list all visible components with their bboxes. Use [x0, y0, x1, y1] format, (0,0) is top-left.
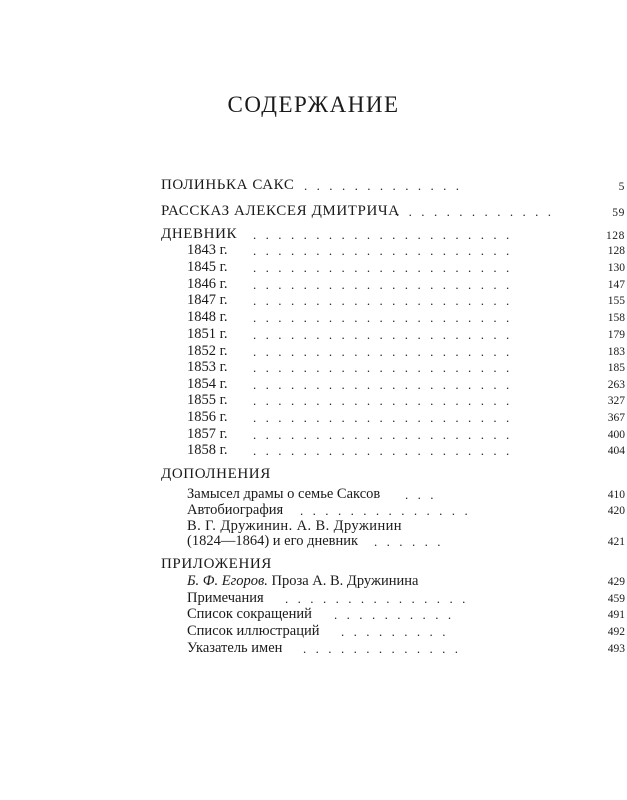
dot-leader: .....................: [253, 360, 519, 375]
toc-section-title: ПРИЛОЖЕНИЯ: [161, 556, 272, 572]
toc-entry-egorov: [161, 573, 625, 590]
dot-leader: .....................: [253, 344, 519, 359]
toc-page-number: 183: [607, 346, 625, 358]
toc-entry-druzhinin-line2: [161, 533, 625, 550]
toc-entry-year: [161, 409, 625, 426]
toc-entry-primechaniya: [161, 590, 625, 607]
toc-entry-title: 1845 г.: [187, 259, 228, 275]
dot-leader: .....................: [253, 310, 519, 325]
toc-entry-year: [161, 326, 625, 343]
toc-page-number: 459: [607, 593, 625, 605]
toc-page-number: 493: [607, 643, 625, 655]
toc-entry-title: ПОЛИНЬКА САКС: [161, 177, 295, 193]
dot-leader: ......: [374, 534, 450, 549]
toc-page-number: 400: [607, 429, 625, 441]
toc-entry-rasskaz: [161, 203, 625, 220]
toc-entry-year: [161, 442, 625, 459]
toc-entry-title: Проза А. В. Дружинина: [271, 573, 419, 589]
toc-entry-title: Список сокращений: [187, 606, 312, 622]
toc-page-number: 327: [607, 395, 625, 407]
toc-entry-title: РАССКАЗ АЛЕКСЕЯ ДМИТРИЧА: [161, 203, 400, 219]
toc-entry-illyustratsii: [161, 623, 625, 640]
toc-entry-title: 1854 г.: [187, 376, 228, 392]
toc-entry-year: [161, 376, 625, 393]
toc-entry-title: 1846 г.: [187, 276, 228, 292]
dot-leader: .....................: [253, 327, 519, 342]
toc-page-number: 128: [607, 245, 625, 257]
toc-page-number: 367: [607, 412, 625, 424]
toc-page-number: 421: [607, 536, 625, 548]
toc-entry-title: Автобиография: [187, 502, 284, 518]
dot-leader: .....................: [253, 443, 519, 458]
dot-leader: .....................: [253, 227, 519, 242]
dot-leader: ..............: [300, 503, 478, 518]
dot-leader: .....................: [253, 410, 519, 425]
dot-leader: .....................: [253, 243, 519, 258]
toc-entry-title: 1853 г.: [187, 359, 228, 375]
toc-entry-title: Указатель имен: [187, 640, 283, 656]
toc-page-number: 59: [612, 207, 625, 219]
toc-entry-title: Примечания: [187, 590, 264, 606]
toc-page-number: 155: [607, 295, 625, 307]
toc-entry-year: [161, 343, 625, 360]
toc-page-number: 410: [607, 489, 625, 501]
toc-entry-title: 1858 г.: [187, 442, 228, 458]
toc-entry-title: Замысел драмы о семье Саксов: [187, 486, 381, 502]
dot-leader: ...............: [285, 591, 475, 606]
toc-page-number: 263: [607, 379, 625, 391]
dot-leader: .........: [341, 624, 455, 639]
toc-entry-zamysel: [161, 486, 625, 503]
toc-section-dopolneniya: [161, 466, 464, 483]
page-title: СОДЕРЖАНИЕ: [227, 92, 400, 117]
toc-page-number: 404: [607, 445, 625, 457]
toc-entry-title: 1857 г.: [187, 426, 228, 442]
toc-entry-year: [161, 392, 625, 409]
toc-entry-title: 1843 г.: [187, 242, 228, 258]
toc-entry-sokrashcheniya: [161, 606, 625, 623]
toc-entry-title: В. Г. Дружинин. А. В. Дружинин: [187, 518, 402, 534]
toc-page-number: 491: [607, 609, 625, 621]
dot-leader: ..........: [334, 607, 461, 622]
toc-entry-title: 1852 г.: [187, 343, 228, 359]
toc-section-title: ДОПОЛНЕНИЯ: [161, 466, 271, 482]
toc-entry-title: 1856 г.: [187, 409, 228, 425]
toc-page-number: 420: [607, 505, 625, 517]
toc-entry-year: [161, 292, 625, 309]
toc-entry-autobiography: [161, 502, 625, 519]
toc-page-number: 147: [607, 279, 625, 291]
dot-leader: ...: [405, 487, 443, 502]
toc-entry-title: 1855 г.: [187, 392, 228, 408]
toc-entry-title: 1847 г.: [187, 292, 228, 308]
dot-leader: .....................: [253, 427, 519, 442]
toc-page-number: 179: [607, 329, 625, 341]
toc-entry-polinka-saks: [161, 177, 625, 194]
toc-entry-year: [161, 359, 625, 376]
toc-section-prilozheniya: [161, 556, 464, 573]
toc-page-number: 5: [618, 181, 625, 193]
toc-page-number: 130: [607, 262, 625, 274]
dot-leader: .....................: [253, 277, 519, 292]
dot-leader: .....................: [253, 393, 519, 408]
toc-entry-title: (1824—1864) и его дневник: [187, 533, 359, 549]
toc-entry-ukazatel: [161, 640, 625, 657]
toc-page-number: 158: [607, 312, 625, 324]
toc-entry-year: [161, 276, 625, 293]
toc-entry-title: 1851 г.: [187, 326, 228, 342]
toc-entry-author: Б. Ф. Егоров.: [187, 573, 268, 589]
toc-entry-year: [161, 259, 625, 276]
toc-entry-year: [161, 242, 625, 259]
toc-page-number: 128: [605, 230, 625, 242]
toc-entry-title: Список иллюстраций: [187, 623, 320, 639]
toc-entry-title: 1848 г.: [187, 309, 228, 325]
toc-page-number: 185: [607, 362, 625, 374]
toc-page-number: 429: [607, 576, 625, 588]
toc-entry-title: ДНЕВНИК: [161, 226, 238, 242]
dot-leader: .............: [304, 178, 469, 193]
toc-entry-year: [161, 426, 625, 443]
dot-leader: .............: [396, 204, 561, 219]
dot-leader: .....................: [253, 377, 519, 392]
toc-entry-dnevnik: [161, 226, 625, 243]
dot-leader: .....................: [253, 260, 519, 275]
toc-page-number: 492: [607, 626, 625, 638]
toc-entry-year: [161, 309, 625, 326]
dot-leader: .....................: [253, 293, 519, 308]
dot-leader: .............: [303, 641, 468, 656]
